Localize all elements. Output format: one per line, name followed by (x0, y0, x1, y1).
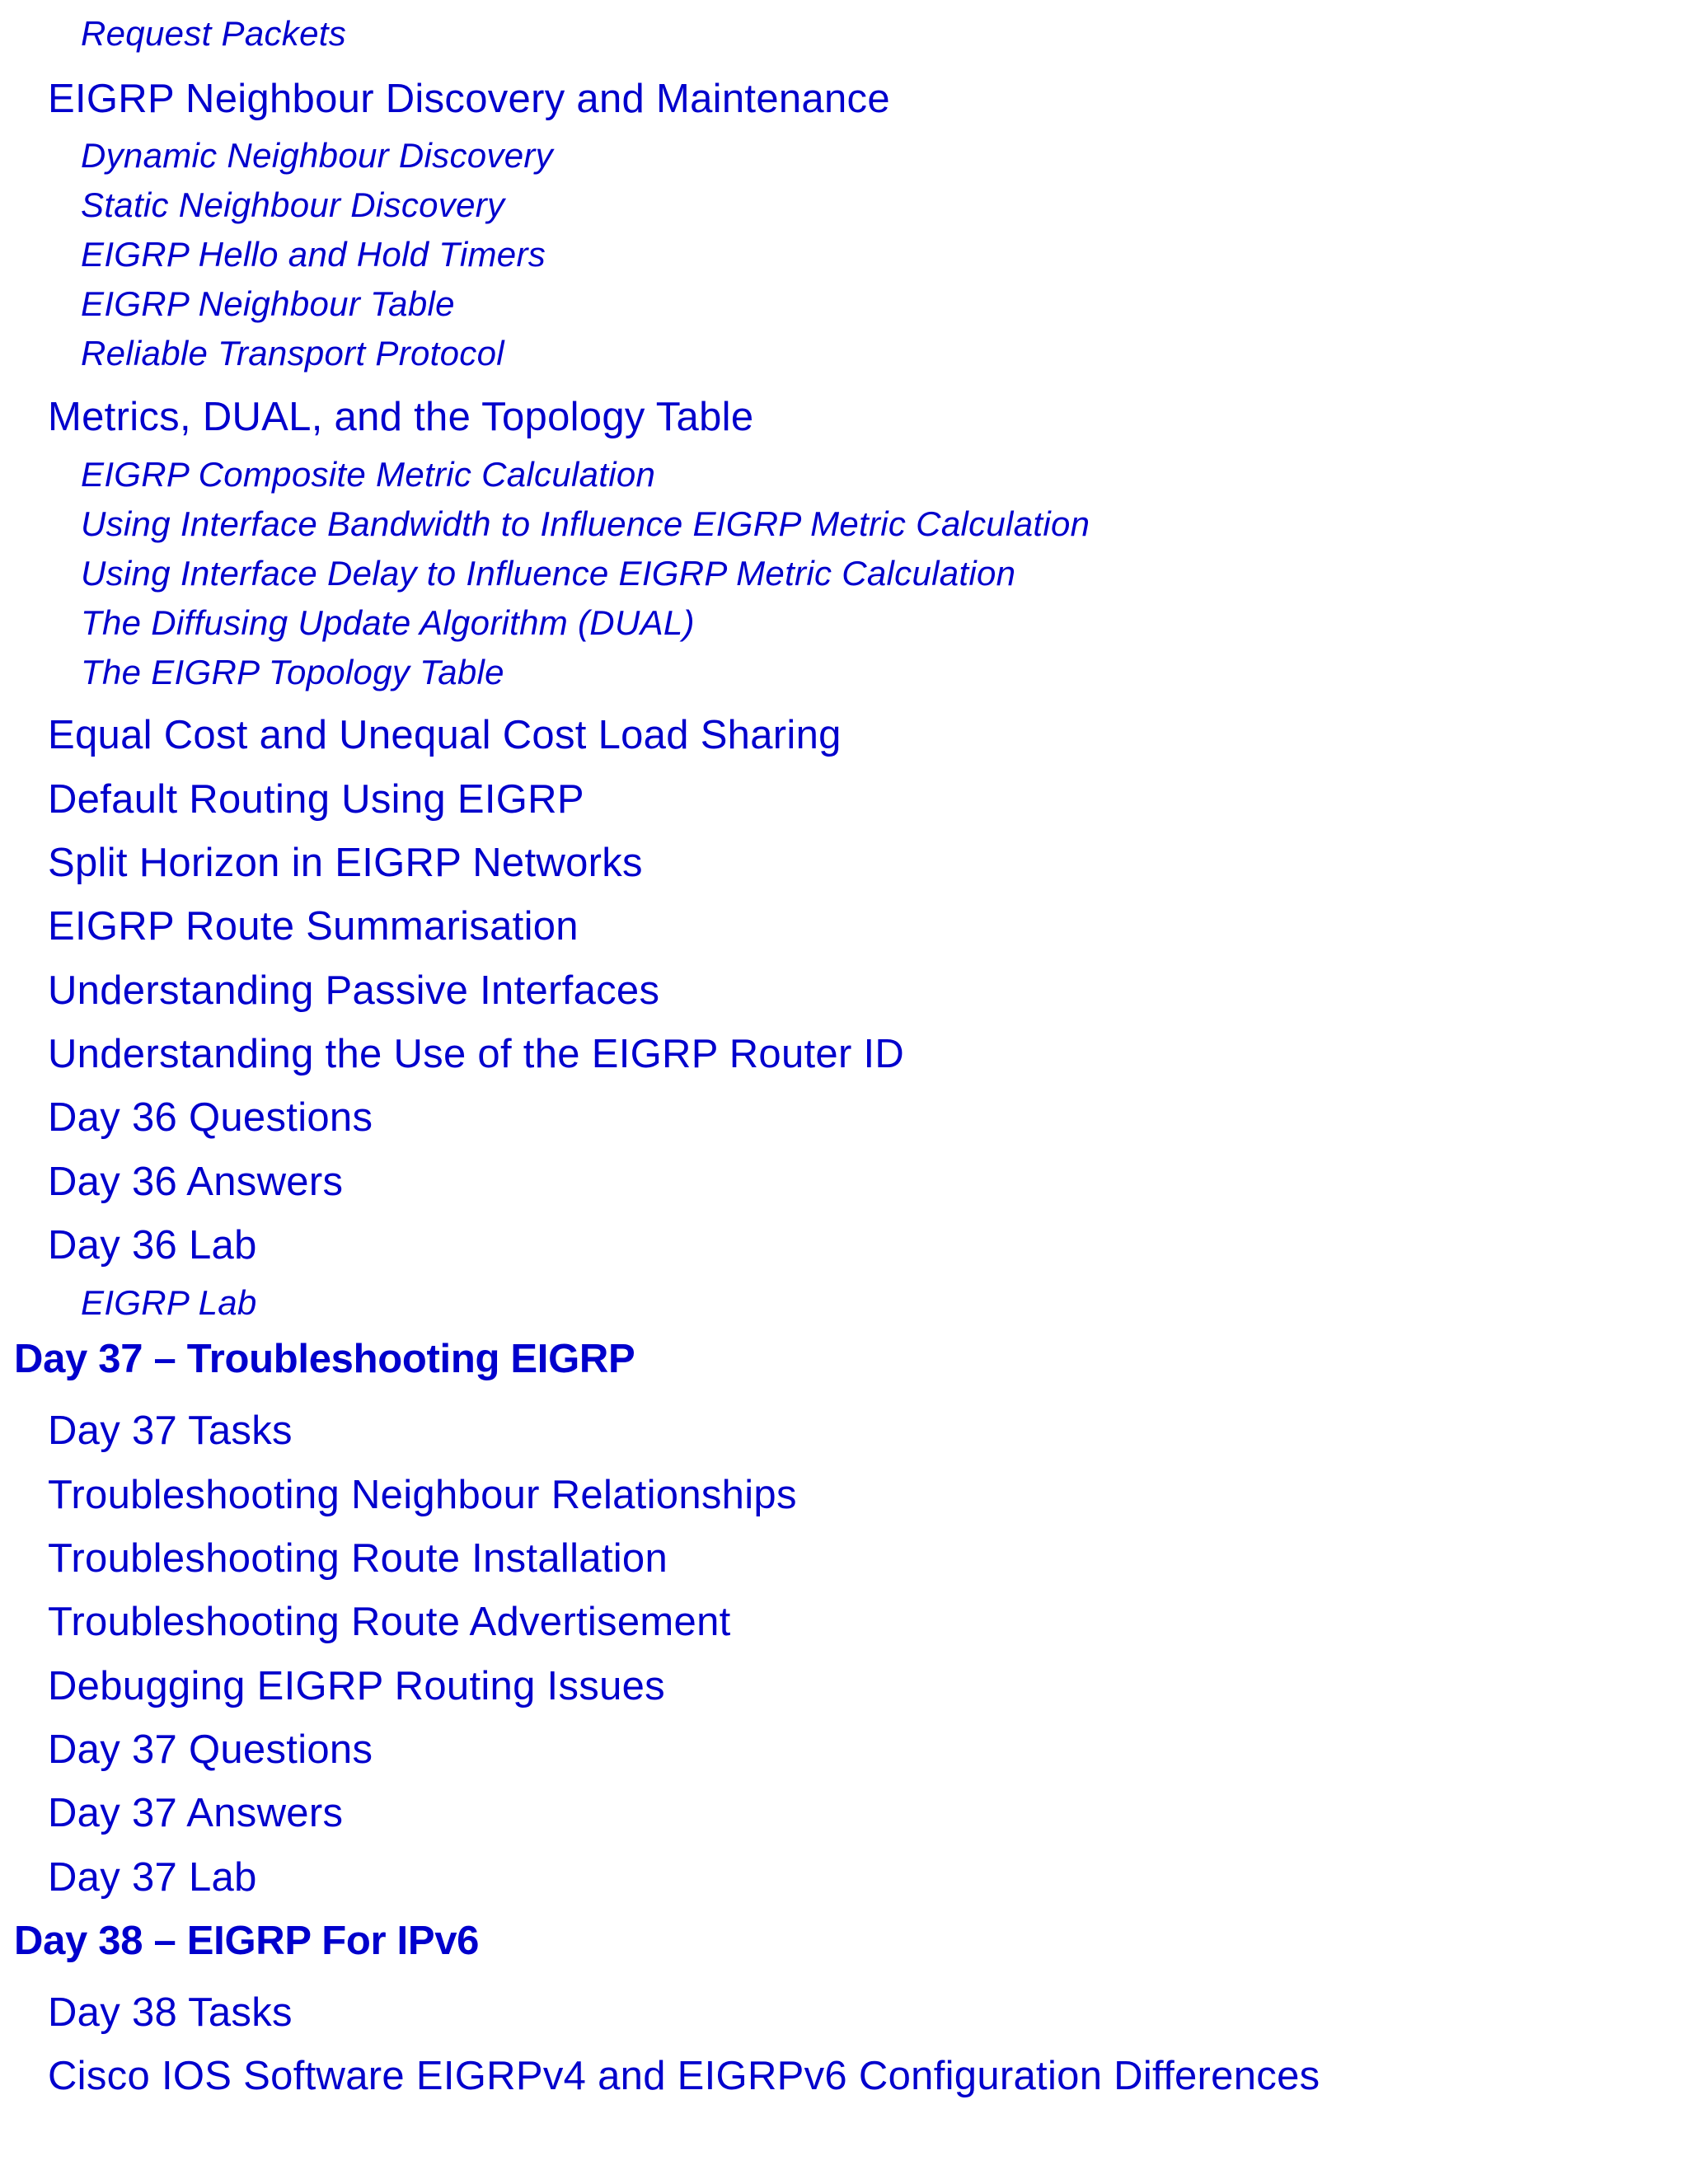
toc-entry[interactable]: EIGRP Neighbour Discovery and Maintenance (48, 77, 890, 121)
toc-chapter-heading[interactable]: Day 37 – Troubleshooting EIGRP (14, 1337, 635, 1381)
toc-entry[interactable]: Split Horizon in EIGRP Networks (48, 841, 643, 885)
toc-entry[interactable]: Using Interface Delay to Influence EIGRP Metric Calculation (81, 554, 1016, 593)
toc-entry[interactable]: EIGRP Lab (81, 1283, 257, 1322)
toc-entry[interactable]: Static Neighbour Discovery (81, 185, 505, 224)
toc-entry[interactable]: Troubleshooting Route Installation (48, 1536, 668, 1581)
toc-chapter-heading[interactable]: Day 38 – EIGRP For IPv6 (14, 1919, 480, 1963)
toc-entry[interactable]: Cisco IOS Software EIGRPv4 and EIGRPv6 Configuration Differences (48, 2054, 1320, 2098)
toc-entry[interactable]: Request Packets (81, 14, 347, 53)
toc-entry[interactable]: Debugging EIGRP Routing Issues (48, 1664, 665, 1708)
toc-entry[interactable]: The EIGRP Topology Table (81, 653, 504, 691)
toc-entry[interactable]: Dynamic Neighbour Discovery (81, 136, 553, 175)
toc-entry[interactable]: Day 37 Tasks (48, 1408, 293, 1453)
toc-entry[interactable]: Day 36 Lab (48, 1223, 257, 1268)
toc-entry[interactable]: Day 38 Tasks (48, 1990, 293, 2035)
toc-entry[interactable]: Troubleshooting Route Advertisement (48, 1600, 731, 1644)
toc-entry[interactable]: Understanding Passive Interfaces (48, 968, 660, 1013)
toc-entry[interactable]: Metrics, DUAL, and the Topology Table (48, 395, 754, 439)
toc-entry[interactable]: Default Routing Using EIGRP (48, 777, 584, 822)
toc-entry[interactable]: Using Interface Bandwidth to Influence EIGRP Metric Calculation (81, 504, 1090, 543)
toc-entry[interactable]: EIGRP Composite Metric Calculation (81, 455, 656, 494)
toc-entry[interactable]: EIGRP Hello and Hold Timers (81, 235, 546, 274)
toc-entry[interactable]: Understanding the Use of the EIGRP Router ID (48, 1032, 905, 1076)
toc-entry[interactable]: Day 37 Questions (48, 1727, 373, 1772)
toc-entry[interactable]: The Diffusing Update Algorithm (DUAL) (81, 603, 695, 642)
toc-entry[interactable]: EIGRP Route Summarisation (48, 904, 579, 949)
toc-entry[interactable]: Day 37 Answers (48, 1791, 344, 1835)
toc-entry[interactable]: Equal Cost and Unequal Cost Load Sharing (48, 713, 842, 757)
toc-entry[interactable]: Day 37 Lab (48, 1855, 257, 1900)
toc-entry[interactable]: Day 36 Questions (48, 1095, 373, 1140)
toc-entry[interactable]: Day 36 Answers (48, 1160, 344, 1204)
toc-entry[interactable]: Reliable Transport Protocol (81, 334, 504, 373)
toc-entry[interactable]: Troubleshooting Neighbour Relationships (48, 1473, 797, 1517)
toc-entry[interactable]: EIGRP Neighbour Table (81, 284, 455, 323)
